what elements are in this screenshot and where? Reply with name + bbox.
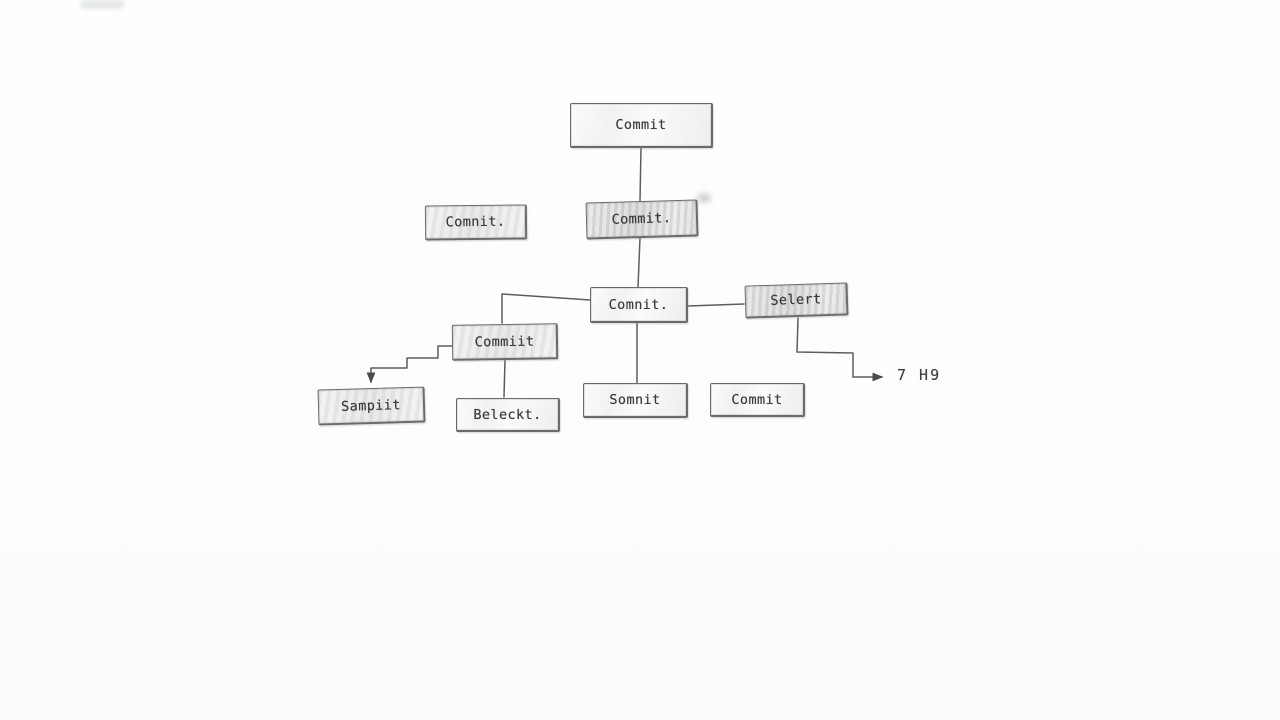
node-label: Comnit. <box>445 213 506 231</box>
node-somnit <box>583 383 688 418</box>
edge-commiit-to-beleckt <box>504 360 505 397</box>
node-commit-top <box>570 103 713 148</box>
edge-commiit-to-sampiit <box>371 346 452 382</box>
node-label: Beleckt. <box>473 406 542 423</box>
node-sampiit <box>318 387 426 426</box>
node-label: Commit <box>731 391 783 408</box>
node-beleckt <box>456 398 560 432</box>
edge-commit-top-to-commit-mid2 <box>640 148 641 201</box>
node-comnit-mid3 <box>590 287 688 323</box>
arrow-target-label: 7 H9 <box>897 366 942 384</box>
node-label: Comnit. <box>608 296 669 313</box>
node-selert <box>745 282 849 318</box>
edge-comnit-mid3-to-selert <box>688 304 744 306</box>
node-commiit <box>452 323 558 360</box>
node-commit-mid2 <box>586 199 699 239</box>
node-label: Selert <box>770 291 822 309</box>
edge-selert-to-end-label <box>797 318 882 377</box>
node-label: Commiit <box>474 333 535 350</box>
node-label: Commit. <box>611 210 672 228</box>
node-label: Commit <box>615 117 667 133</box>
node-label: Sampiit <box>340 396 402 415</box>
edge-commit-mid2-to-comnit-mid3 <box>638 238 640 287</box>
node-label: Somnit <box>609 392 661 408</box>
node-commit-right <box>710 383 805 417</box>
edge-comnit-mid3-to-commiit <box>502 294 590 323</box>
node-comnit-left <box>425 204 527 240</box>
